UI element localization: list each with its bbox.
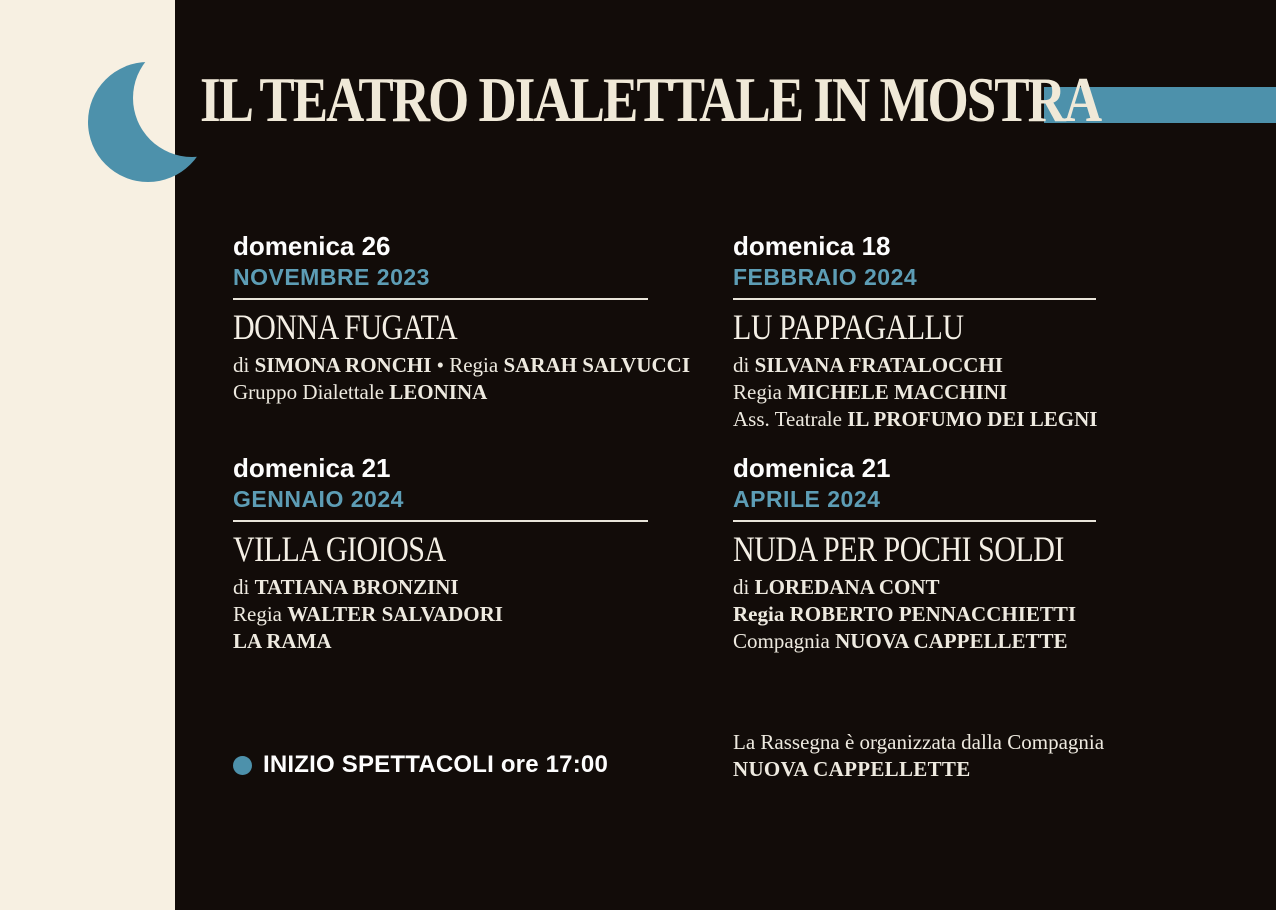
credit-role: Ass. Teatrale <box>733 407 848 431</box>
organizer-line2: NUOVA CAPPELLETTE <box>733 757 971 781</box>
event-credit-line <box>233 601 663 628</box>
credit-name: LA RAMA <box>233 629 332 653</box>
event-divider <box>233 520 648 522</box>
event-month: FEBBRAIO 2024 <box>733 264 918 290</box>
credit-name: LEONINA <box>389 380 488 404</box>
event-title: DONNA FUGATA <box>233 308 458 348</box>
event-credit-line <box>733 406 1163 433</box>
event-day: domenica 21 <box>233 453 391 483</box>
event-title: NUDA PER POCHI SOLDI <box>733 530 1064 570</box>
event-title: LU PAPPAGALLU <box>733 308 964 348</box>
credit-name: NUOVA CAPPELLETTE <box>835 629 1068 653</box>
event-credit-line <box>733 628 1163 655</box>
event-card <box>233 452 663 655</box>
credit-name: WALTER SALVADORI <box>287 602 503 626</box>
credit-name: IL PROFUMO DEI LEGNI <box>847 407 1098 431</box>
organizer-line1: La Rassegna è organizzata dalla Compagnia <box>733 730 1105 754</box>
credit-role: di <box>233 353 255 377</box>
credit-role: Regia <box>733 380 788 404</box>
crescent-moon-icon <box>88 48 216 188</box>
credit-role: Gruppo Dialettale <box>233 380 390 404</box>
event-divider <box>733 298 1096 300</box>
organizer-note <box>733 729 1104 783</box>
event-day: domenica 18 <box>733 231 891 261</box>
event-month: APRILE 2024 <box>733 486 881 512</box>
credit-role: di <box>233 575 255 599</box>
credit-name: Regia <box>733 602 790 626</box>
event-credit-line <box>233 628 663 655</box>
event-divider <box>733 520 1096 522</box>
event-credit-line <box>233 379 663 406</box>
event-day: domenica 26 <box>233 231 391 261</box>
credit-role: di <box>733 353 755 377</box>
credit-name: SILVANA FRATALOCCHI <box>754 353 1003 377</box>
bullet-dot-icon <box>233 756 252 775</box>
credit-name: MICHELE MACCHINI <box>787 380 1008 404</box>
poster-title: IL TEATRO DIALETTALE IN MOSTRA <box>200 65 1101 136</box>
credit-name: TATIANA BRONZINI <box>254 575 459 599</box>
show-time-row <box>233 750 608 780</box>
credit-role: • <box>431 353 450 377</box>
credit-role: Regia <box>233 602 288 626</box>
credit-name: ROBERTO PENNACCHIETTI <box>789 602 1077 626</box>
event-card <box>733 230 1163 433</box>
credit-role: di <box>733 575 755 599</box>
event-card <box>733 452 1163 655</box>
credit-name: SIMONA RONCHI <box>254 353 432 377</box>
credit-role: Regia <box>449 353 504 377</box>
credit-name: SARAH SALVUCCI <box>503 353 690 377</box>
event-month: NOVEMBRE 2023 <box>233 264 430 290</box>
event-day: domenica 21 <box>733 453 891 483</box>
show-time-label: INIZIO SPETTACOLI ore 17:00 <box>263 751 609 778</box>
event-card <box>233 230 690 406</box>
event-divider <box>233 298 648 300</box>
credit-name: LOREDANA CONT <box>754 575 940 599</box>
event-title: VILLA GIOIOSA <box>233 530 446 570</box>
event-credit-line <box>733 601 1163 628</box>
credit-role: Compagnia <box>733 629 836 653</box>
event-month: GENNAIO 2024 <box>233 486 404 512</box>
event-credit-line <box>733 379 1163 406</box>
